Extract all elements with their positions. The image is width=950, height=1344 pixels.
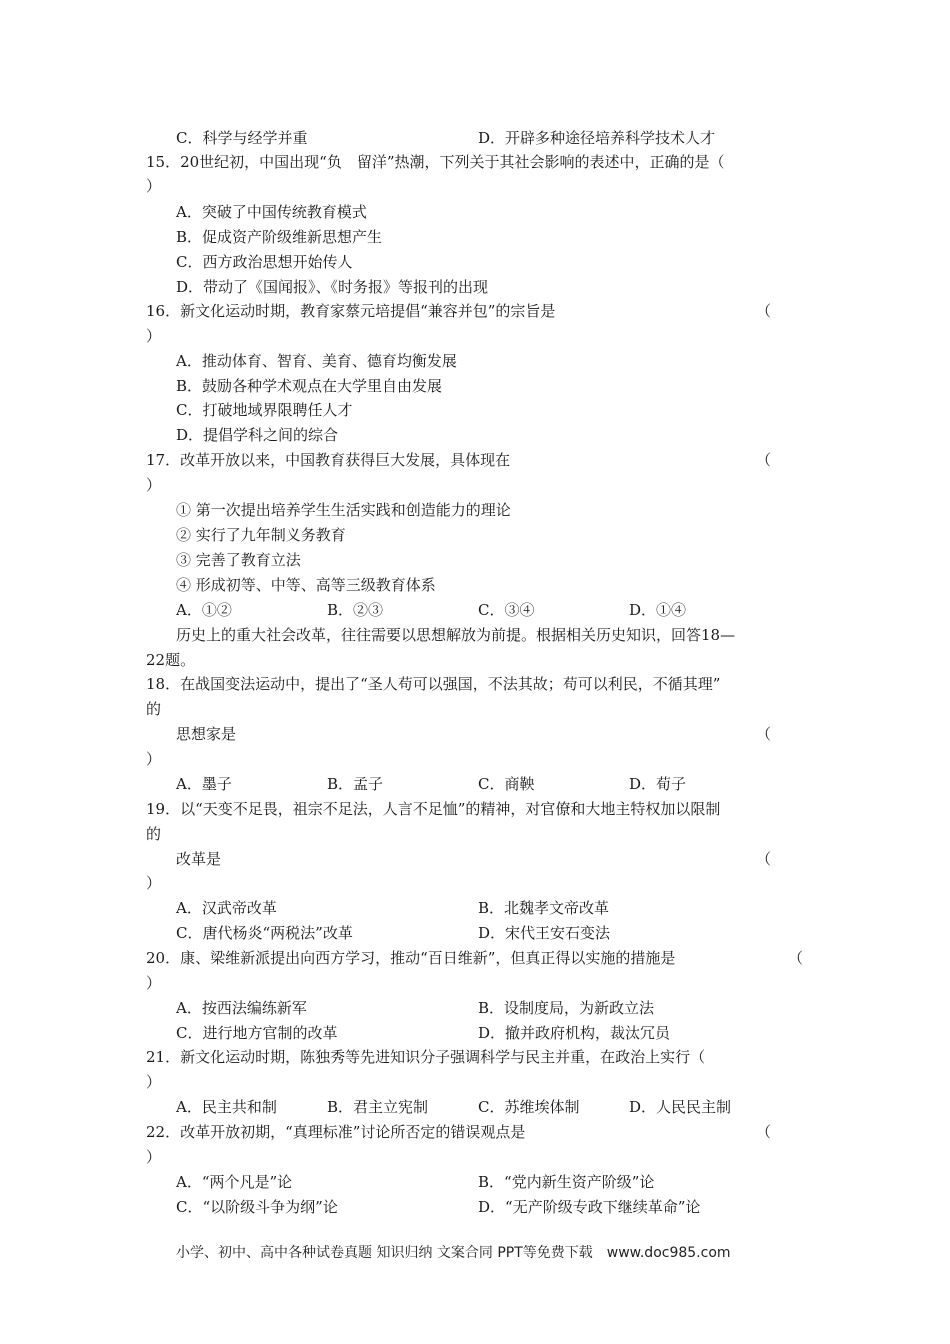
- q18-stem-line-1: 18．在战国变法运动中，提出了“圣人苟可以强国，不法其故；苟可以利民，不循其理”: [146, 675, 721, 693]
- q14-option-d: D．开辟多种途径培养科学技术人才: [478, 129, 716, 147]
- q18-option-d: D．荀子: [629, 775, 687, 793]
- q19-stem-line-2: 的: [146, 825, 162, 843]
- q17-close-paren: ）: [146, 476, 162, 494]
- q19-option-a: A．汉武帝改革: [176, 899, 277, 917]
- intro-line-1: 历史上的重大社会改革，往往需要以思想解放为前提。根据相关历史知识，回答18—: [176, 626, 736, 644]
- q22-close-paren: ）: [146, 1148, 162, 1166]
- q19-open-paren: （: [756, 850, 772, 868]
- q19-option-c: C．唐代杨炎“两税法”改革: [176, 924, 353, 942]
- q20-option-c: C．进行地方官制的改革: [176, 1024, 338, 1042]
- q17-item-1: ① 第一次提出培养学生生活实践和创造能力的理论: [176, 501, 511, 519]
- q22-option-b: B．“党内新生资产阶级”论: [478, 1173, 655, 1191]
- q16-option-c: C．打破地域界限聘任人才: [176, 401, 353, 419]
- intro-line-2: 22题。: [146, 651, 196, 669]
- footer-banner: 小学、初中、高中各种试卷真题 知识归纳 文案合同 PPT等免费下载 www.doc985.com: [176, 1245, 731, 1261]
- q20-stem: 20．康、梁维新派提出向西方学习，推动“百日维新”，但真正得以实施的措施是: [146, 949, 676, 967]
- q16-option-b: B．鼓励各种学术观点在大学里自由发展: [176, 377, 443, 395]
- q17-option-a: A．①②: [176, 601, 232, 619]
- q17-option-c: C．③④: [478, 601, 535, 619]
- q16-open-paren: （: [756, 302, 772, 320]
- q17-stem: 17．改革开放以来，中国教育获得巨大发展，具体现在: [146, 451, 511, 469]
- q20-close-paren: ）: [146, 974, 162, 992]
- q22-stem: 22．改革开放初期，“真理标准”讨论所否定的错误观点是: [146, 1123, 526, 1141]
- q21-close-paren: ）: [146, 1073, 162, 1091]
- q22-option-a: A．“两个凡是”论: [176, 1173, 293, 1191]
- q21-stem: 21．新文化运动时期，陈独秀等先进知识分子强调科学与民主并重，在政治上实行（: [146, 1048, 706, 1066]
- q22-option-d: D．“无产阶级专政下继续革命”论: [478, 1198, 701, 1216]
- q21-option-b: B．君主立宪制: [327, 1098, 429, 1116]
- q18-option-a: A．墨子: [176, 775, 232, 793]
- q20-option-a: A．按西法编练新军: [176, 999, 307, 1017]
- q15-option-a: A．突破了中国传统教育模式: [176, 203, 367, 221]
- q18-stem-line-2: 的: [146, 700, 162, 718]
- q18-close-paren: ）: [146, 750, 162, 768]
- q16-close-paren: ）: [146, 327, 162, 345]
- q15-option-d: D．带动了《国闻报》、《时务报》等报刊的出现: [176, 278, 489, 296]
- q19-option-d: D．宋代王安石变法: [478, 924, 611, 942]
- q17-open-paren: （: [756, 451, 772, 469]
- q19-stem-line-3: 改革是: [176, 850, 222, 868]
- q21-option-a: A．民主共和制: [176, 1098, 277, 1116]
- q17-option-d: D．①④: [629, 601, 687, 619]
- q17-item-2: ② 实行了九年制义务教育: [176, 526, 346, 544]
- q22-option-c: C．“以阶级斗争为纲”论: [176, 1198, 338, 1216]
- q20-option-d: D．撤并政府机构，裁汰冗员: [478, 1024, 671, 1042]
- q18-open-paren: （: [756, 725, 772, 743]
- q17-option-b: B．②③: [327, 601, 384, 619]
- q19-close-paren: ）: [146, 874, 162, 892]
- q17-item-4: ④ 形成初等、中等、高等三级教育体系: [176, 576, 436, 594]
- q16-option-a: A．推动体育、智育、美育、德育均衡发展: [176, 352, 457, 370]
- q22-open-paren: （: [756, 1123, 772, 1141]
- q19-option-b: B．北魏孝文帝改革: [478, 899, 610, 917]
- q17-item-3: ③ 完善了教育立法: [176, 551, 301, 569]
- q20-open-paren: （: [788, 949, 804, 967]
- q18-option-b: B．孟子: [327, 775, 384, 793]
- q19-stem-line-1: 19．以“天变不足畏，祖宗不足法，人言不足恤”的精神，对官僚和大地主特权加以限制: [146, 800, 721, 818]
- q16-stem: 16．新文化运动时期，教育家蔡元培提倡“兼容并包”的宗旨是: [146, 302, 556, 320]
- q18-stem-line-3: 思想家是: [176, 725, 237, 743]
- q21-option-d: D．人民民主制: [629, 1098, 732, 1116]
- q16-option-d: D．提倡学科之间的综合: [176, 426, 339, 444]
- q15-option-c: C．西方政治思想开始传人: [176, 253, 353, 271]
- q15-stem: 15．20世纪初，中国出现“负 留洋”热潮，下列关于其社会影响的表述中，正确的是（: [146, 153, 725, 171]
- q14-option-c: C．科学与经学并重: [176, 129, 308, 147]
- q21-option-c: C．苏维埃体制: [478, 1098, 580, 1116]
- q15-option-b: B．促成资产阶级维新思想产生: [176, 228, 383, 246]
- q15-close-paren: ）: [146, 177, 162, 195]
- q18-option-c: C．商鞅: [478, 775, 535, 793]
- q20-option-b: B．设制度局，为新政立法: [478, 999, 655, 1017]
